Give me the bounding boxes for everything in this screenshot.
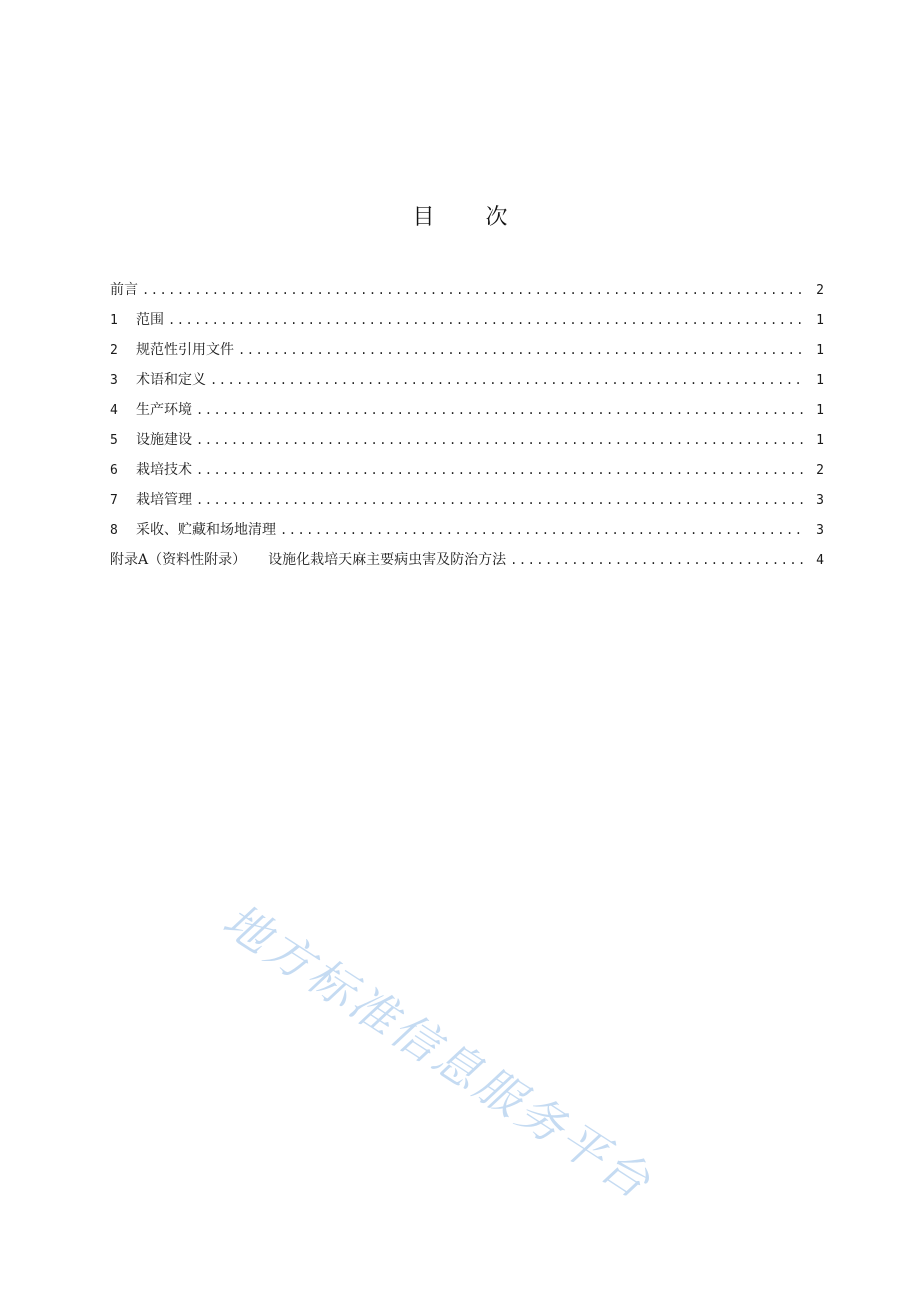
toc-dot-leader	[196, 397, 806, 423]
toc-entry-appendix-a[interactable]	[110, 547, 824, 577]
toc-dot-leader	[510, 547, 806, 573]
toc-entry-normative-references[interactable]	[110, 337, 824, 367]
toc-entry-production-environment[interactable]	[110, 397, 824, 427]
toc-page-number: 3	[816, 523, 824, 538]
toc-entry-number: 7	[110, 493, 118, 508]
toc-page-number: 3	[816, 493, 824, 508]
toc-entry-scope[interactable]	[110, 307, 824, 337]
toc-entry-title: 生产环境	[136, 402, 192, 418]
table-of-contents	[110, 277, 824, 577]
toc-dot-leader	[210, 367, 806, 393]
toc-appendix-prefix: 附录A（资料性附录）	[110, 552, 247, 568]
toc-entry-title: 设施建设	[136, 432, 192, 448]
toc-entry-number: 6	[110, 463, 118, 478]
toc-page-number: 2	[816, 463, 824, 478]
toc-page-number: 1	[816, 343, 824, 358]
toc-entry-number: 4	[110, 403, 118, 418]
toc-dot-leader	[168, 307, 806, 333]
toc-entry-cultivation-technology[interactable]	[110, 457, 824, 487]
toc-page-number: 1	[816, 403, 824, 418]
toc-dot-leader	[142, 277, 806, 303]
toc-page-number: 1	[816, 373, 824, 388]
toc-entry-title: 采收、贮藏和场地清理	[136, 522, 276, 538]
toc-entry-number: 5	[110, 433, 118, 448]
toc-entry-facility-construction[interactable]	[110, 427, 824, 457]
toc-entry-title: 规范性引用文件	[136, 342, 234, 358]
toc-dot-leader	[280, 517, 806, 543]
toc-dot-leader	[196, 487, 806, 513]
toc-dot-leader	[196, 457, 806, 483]
toc-entry-title: 术语和定义	[136, 372, 206, 388]
toc-page-number: 2	[816, 283, 824, 298]
toc-entry-title: 前言	[110, 282, 138, 298]
toc-dot-leader	[238, 337, 806, 363]
toc-entry-cultivation-management[interactable]	[110, 487, 824, 517]
toc-entry-harvest-storage-cleanup[interactable]	[110, 517, 824, 547]
toc-entry-title: 设施化栽培天麻主要病虫害及防治方法	[268, 552, 507, 568]
toc-page-number: 4	[816, 553, 824, 568]
page-title: 目 次	[412, 205, 530, 230]
toc-entry-number: 3	[110, 373, 118, 388]
toc-entry-terms-definitions[interactable]	[110, 367, 824, 397]
watermark-text: 地方标准信息服务平台	[213, 892, 663, 1211]
toc-entry-title: 范围	[136, 312, 164, 328]
toc-entry-title: 栽培管理	[136, 492, 192, 508]
toc-page-number: 1	[816, 313, 824, 328]
toc-entry-number: 8	[110, 523, 118, 538]
toc-page-number: 1	[816, 433, 824, 448]
toc-entry-number: 2	[110, 343, 118, 358]
toc-entry-number: 1	[110, 313, 118, 328]
toc-entry-foreword[interactable]	[110, 277, 824, 307]
toc-dot-leader	[196, 427, 806, 453]
toc-entry-title: 栽培技术	[136, 462, 192, 478]
